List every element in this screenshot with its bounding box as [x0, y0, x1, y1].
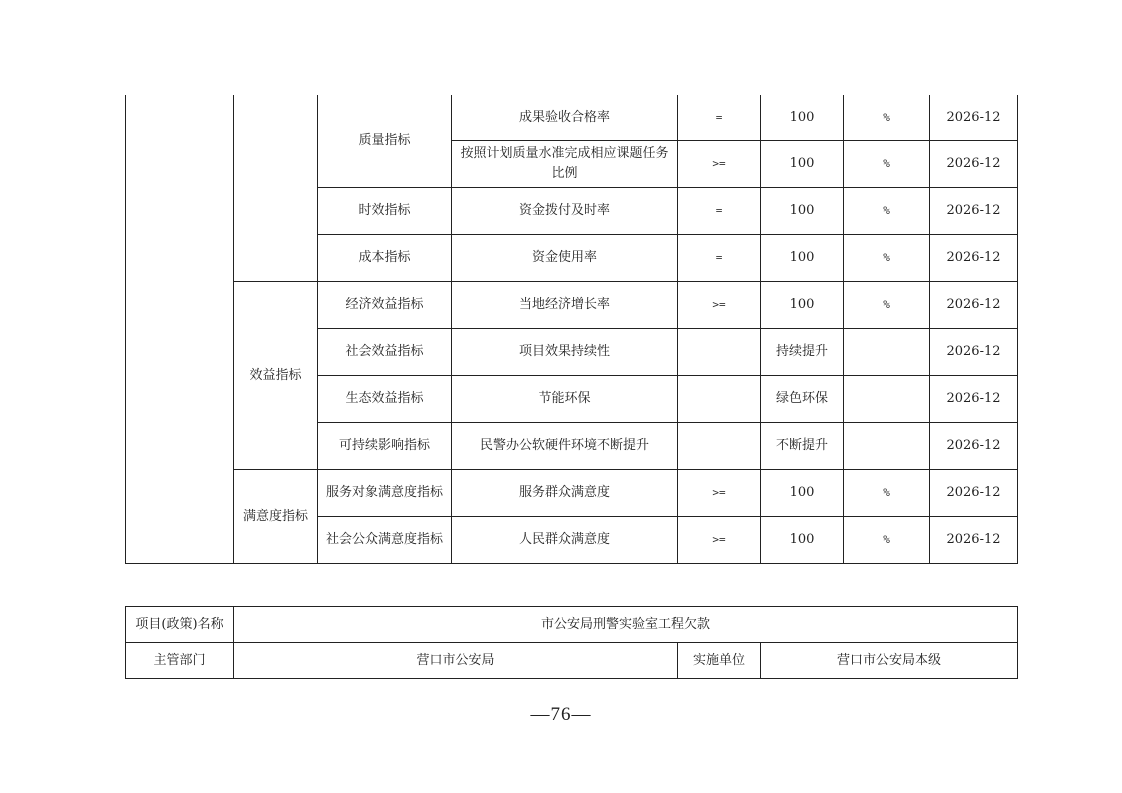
unit-cell: %	[844, 235, 930, 282]
unit-cell: %	[844, 95, 930, 141]
target-value-cell: 持续提升	[761, 329, 844, 376]
operator-cell: >=	[678, 282, 761, 329]
operator-cell	[678, 376, 761, 423]
target-value-cell: 100	[761, 470, 844, 517]
performance-indicator-table	[125, 95, 1018, 564]
primary-indicator-cell: 效益指标	[234, 282, 318, 470]
tertiary-indicator-cell: 人民群众满意度	[452, 517, 678, 564]
secondary-indicator-cell: 可持续影响指标	[318, 423, 452, 470]
implementing-unit-label: 实施单位	[678, 643, 761, 679]
target-value-cell: 100	[761, 517, 844, 564]
table-row	[126, 470, 1018, 517]
table-row	[126, 607, 1018, 643]
deadline-cell: 2026-12	[930, 517, 1018, 564]
operator-cell	[678, 423, 761, 470]
operator-cell: =	[678, 188, 761, 235]
tertiary-indicator-cell: 按照计划质量水准完成相应课题任务比例	[452, 141, 678, 188]
target-value-cell: 100	[761, 188, 844, 235]
operator-cell: =	[678, 235, 761, 282]
deadline-cell: 2026-12	[930, 423, 1018, 470]
operator-cell: >=	[678, 517, 761, 564]
deadline-cell: 2026-12	[930, 376, 1018, 423]
deadline-cell: 2026-12	[930, 470, 1018, 517]
tertiary-indicator-cell: 项目效果持续性	[452, 329, 678, 376]
secondary-indicator-cell: 经济效益指标	[318, 282, 452, 329]
project-name-value: 市公安局刑警实验室工程欠款	[234, 607, 1018, 643]
target-value-cell: 不断提升	[761, 423, 844, 470]
deadline-cell: 2026-12	[930, 141, 1018, 188]
unit-cell	[844, 329, 930, 376]
operator-cell: >=	[678, 141, 761, 188]
tertiary-indicator-cell: 当地经济增长率	[452, 282, 678, 329]
target-value-cell: 100	[761, 95, 844, 141]
secondary-indicator-cell: 社会效益指标	[318, 329, 452, 376]
deadline-cell: 2026-12	[930, 95, 1018, 141]
tertiary-indicator-cell: 民警办公软硬件环境不断提升	[452, 423, 678, 470]
operator-cell: >=	[678, 470, 761, 517]
tertiary-indicator-cell: 服务群众满意度	[452, 470, 678, 517]
secondary-indicator-cell: 质量指标	[318, 95, 452, 188]
target-value-cell: 100	[761, 235, 844, 282]
deadline-cell: 2026-12	[930, 282, 1018, 329]
unit-cell: %	[844, 282, 930, 329]
unit-cell: %	[844, 517, 930, 564]
unit-cell: %	[844, 141, 930, 188]
project-name-label: 项目(政策)名称	[126, 607, 234, 643]
primary-indicator-cell-empty	[234, 95, 318, 282]
page-number: —76—	[530, 704, 592, 725]
target-value-cell: 100	[761, 282, 844, 329]
table-row	[126, 643, 1018, 679]
table-row	[126, 95, 1018, 141]
secondary-indicator-cell: 服务对象满意度指标	[318, 470, 452, 517]
target-value-cell: 100	[761, 141, 844, 188]
implementing-unit-value: 营口市公安局本级	[761, 643, 1018, 679]
target-value-cell: 绿色环保	[761, 376, 844, 423]
table-row	[126, 282, 1018, 329]
category-cell-empty	[126, 95, 234, 564]
department-label: 主管部门	[126, 643, 234, 679]
project-info-table	[125, 606, 1018, 679]
tertiary-indicator-cell: 资金使用率	[452, 235, 678, 282]
tertiary-indicator-cell: 资金拨付及时率	[452, 188, 678, 235]
unit-cell: %	[844, 470, 930, 517]
secondary-indicator-cell: 社会公众满意度指标	[318, 517, 452, 564]
deadline-cell: 2026-12	[930, 329, 1018, 376]
primary-indicator-cell: 满意度指标	[234, 470, 318, 564]
deadline-cell: 2026-12	[930, 235, 1018, 282]
secondary-indicator-cell: 生态效益指标	[318, 376, 452, 423]
unit-cell: %	[844, 188, 930, 235]
secondary-indicator-cell: 时效指标	[318, 188, 452, 235]
unit-cell	[844, 423, 930, 470]
secondary-indicator-cell: 成本指标	[318, 235, 452, 282]
department-value: 营口市公安局	[234, 643, 678, 679]
operator-cell: =	[678, 95, 761, 141]
tertiary-indicator-cell: 成果验收合格率	[452, 95, 678, 141]
operator-cell	[678, 329, 761, 376]
tertiary-indicator-cell: 节能环保	[452, 376, 678, 423]
unit-cell	[844, 376, 930, 423]
deadline-cell: 2026-12	[930, 188, 1018, 235]
